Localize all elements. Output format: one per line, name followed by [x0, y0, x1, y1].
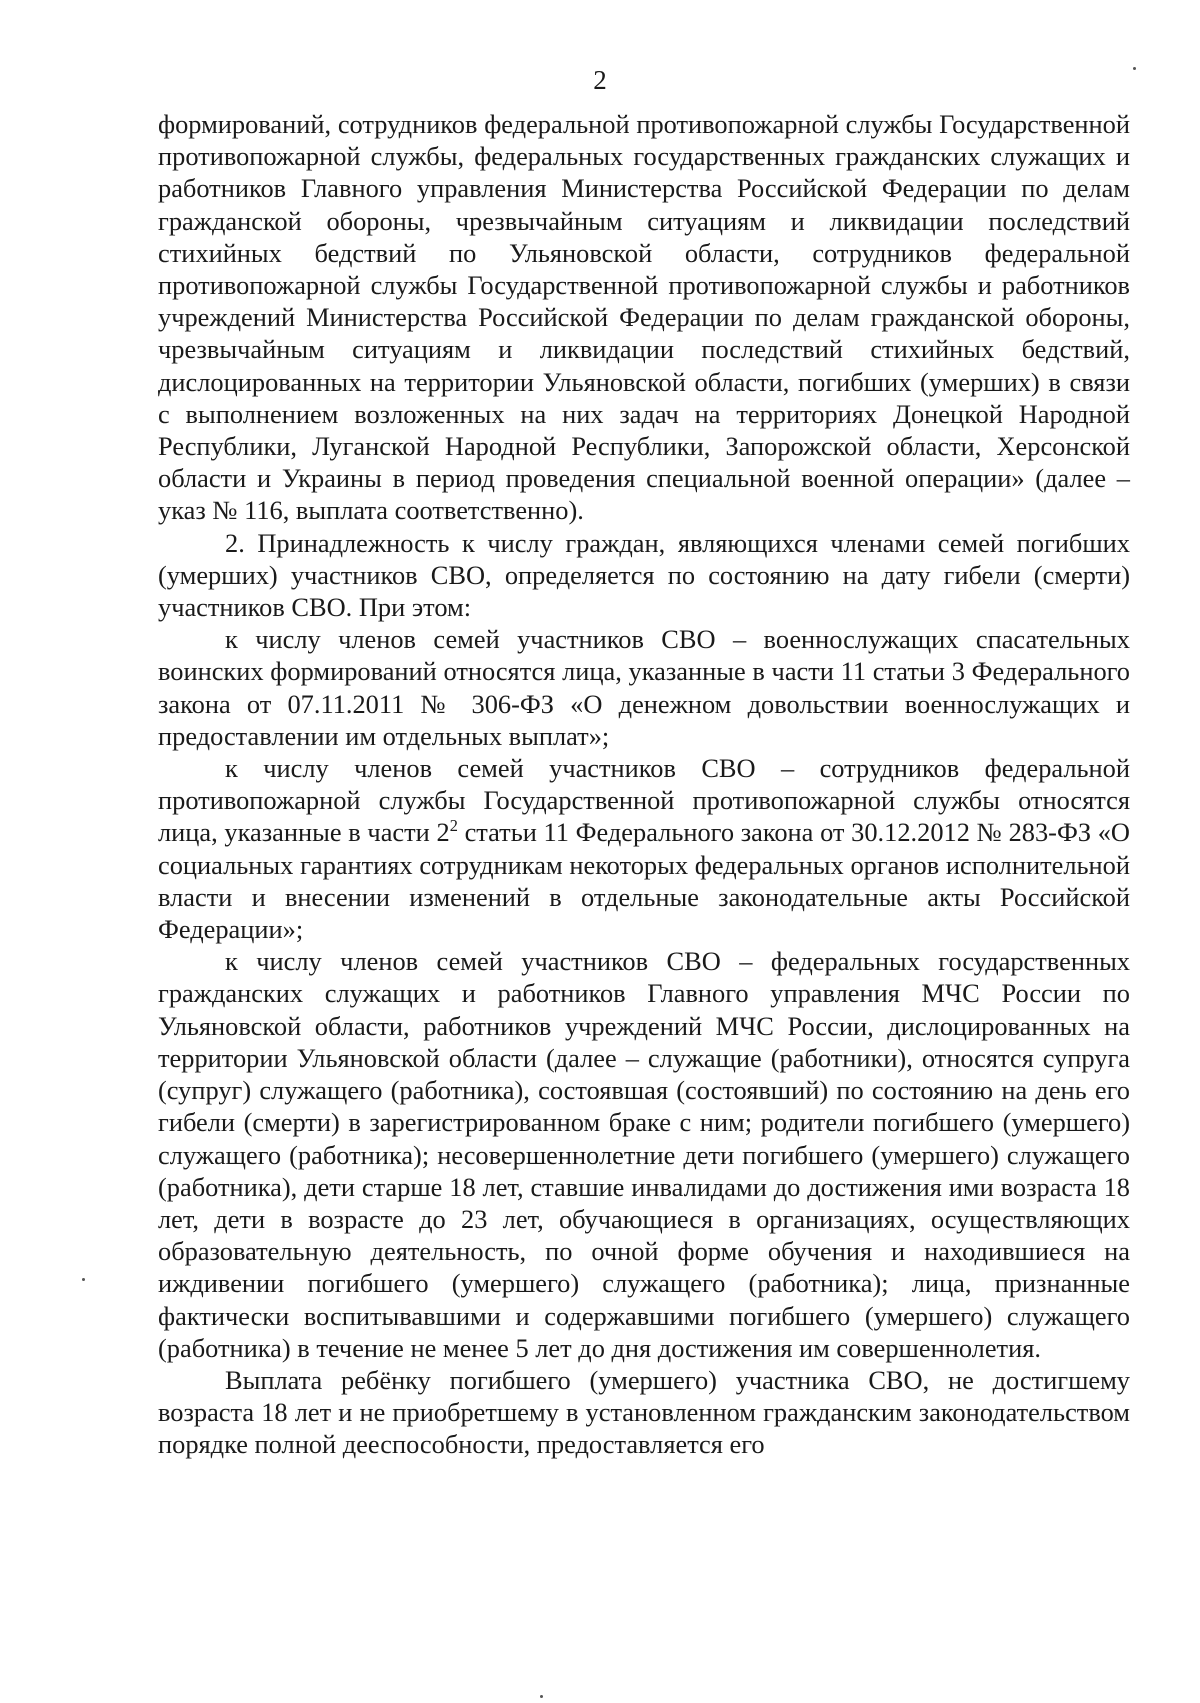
paragraph-2: 2. Принадлежность к числу граждан, являющихся членами семей погибших (умерших) участников СВО, определяется по состоянию на дату гибели (смерти) участников СВО. При этом: — [158, 527, 1130, 623]
paragraph-4-text-a: к числу членов семей участников СВО – сотрудников федеральной противопожарной службы Государственной противопожарной службы относятся лица, указанные в части 2 — [158, 753, 1130, 848]
paragraph-6: Выплата ребёнку погибшего (умершего) участника СВО, не достигшему возраста 18 лет и не приобретшему в установленном гражданским законодательством порядке полной дееспособности, предоставляется его — [158, 1364, 1130, 1460]
page-number: 2 — [593, 65, 607, 95]
scan-speck — [82, 1278, 85, 1281]
paragraph-3: к числу членов семей участников СВО – военнослужащих спасательных воинских формирований относятся лица, указанные в части 11 статьи 3 Федерального закона от 07.11.2011 № 306-ФЗ «О денежном довольствии военнослужащих и предоставлении им отдельных выплат»; — [158, 624, 1130, 751]
scan-speck — [540, 1695, 543, 1698]
paragraph-5: к числу членов семей участников СВО – федеральных государственных гражданских служащих и работников Главного управления МЧС России по Ульяновской области, работников учреждений МЧС России, дислоцированных на территории Ульяновской области (далее – служащие (работники), относятся супруга (супруг) служащего (работника), состоявшая (состоявший) по состоянию на день его гибели (смерти) в зарегистрированном браке с ним; родители погибшего (умершего) служащего (работника); несовершеннолетние дети погибшего (умершего) служащего (работника), дети старше 18 лет, ставшие инвалидами до достижения ими возраста 18 лет, дети в возрасте до 23 лет, обучающиеся в организациях, осуществляющих образовательную деятельность, по очной форме обучения и находившиеся на иждивении погибшего (умершего) служащего (работника); лица, признанные фактически воспитывавшими и содержавшими погибшего (умершего) служащего (работника) в течение не менее 5 лет до дня достижения им совершеннолетия. — [158, 946, 1130, 1363]
paragraph-4 — [158, 752, 1130, 945]
superscript-index: 2 — [449, 816, 458, 836]
scan-speck — [1133, 67, 1136, 70]
paragraph-4-text-b: статьи 11 Федерального закона от 30.12.2012 № 283-ФЗ «О социальных гарантиях сотрудникам некоторых федеральных органов исполнительной власти и внесении изменений в отдельные законодательные акты Российской Федерации»; — [158, 817, 1130, 945]
paragraph-1: формирований, сотрудников федеральной противопожарной службы Государственной противопожарной службы, федеральных государственных гражданских служащих и работников Главного управления Министерства Российской Федерации по делам гражданской обороны, чрезвычайным ситуациям и ликвидации последствий стихийных бедствий по Ульяновской области, сотрудников федеральной противопожарной службы Государственной противопожарной службы и работников учреждений Министерства Российской Федерации по делам гражданской обороны, чрезвычайным ситуациям и ликвидации последствий стихийных бедствий, дислоцированных на территории Ульяновской области, погибших (умерших) в связи с выполнением возложенных на них задач на территориях Донецкой Народной Республики, Луганской Народной Республики, Запорожской области, Херсонской области и Украины в период проведения специальной военной операции» (далее – указ № 116, выплата соответственно). — [158, 109, 1130, 526]
document-body — [158, 108, 1130, 1461]
